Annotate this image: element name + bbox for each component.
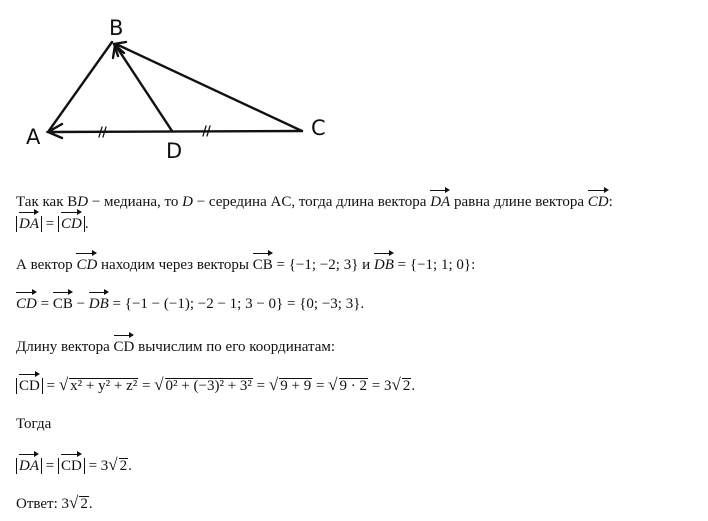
vector-da: DA [19, 210, 39, 231]
vector-cd: CD [19, 372, 40, 393]
vector-cd: CD [114, 333, 135, 354]
radical-sign: √ [268, 375, 279, 394]
radical-sign: √ [328, 375, 338, 394]
vector-cb: CB [53, 290, 73, 311]
vector-cd: CD [16, 290, 37, 311]
segment-ab [48, 42, 112, 132]
solution-line-1: Так как BD − медиана, то D − середина AC, тогда длина вектора DA равна длине вектора CD: [16, 188, 613, 213]
point-label-c: C [311, 116, 326, 140]
solution-line-4: CD = CB − DB = {−1 − (−1); −2 − 1; 3 − 0} = {0; −3; 3}. [16, 290, 364, 315]
vector-db: DB [89, 290, 109, 311]
vector-da: DA [430, 188, 450, 209]
vector-cd: CD [588, 188, 609, 209]
segment-ac [50, 131, 302, 132]
solution-line-5: Длину вектора CD вычислим по его координатам: [16, 333, 335, 358]
radical-sign: √ [69, 493, 79, 512]
radical-sign: √ [58, 375, 69, 394]
point-label-b: B [109, 16, 124, 40]
solution-line-3: А вектор CD находим через векторы CB = {−1; −2; 3} и DB = {−1; 1; 0}: [16, 251, 475, 276]
vector-db: DB [374, 251, 394, 272]
solution-line-8: DA = CD = 3√ 2. [16, 452, 132, 477]
solution-line-2: DA = CD . [16, 210, 89, 235]
answer-line: Ответ: 3√ 2. [16, 493, 93, 512]
point-label-d: D [166, 139, 183, 163]
vector-cd: CD [76, 251, 97, 272]
solution-line-6: CD = √ x² + y² + z² = √ 0² + (−3)² + 3² = √ 9 + 9 = √ 9 · 2 = 3√ 2. [16, 372, 415, 397]
vector-db [116, 46, 172, 131]
radical-sign: √ [391, 375, 401, 394]
solution-line-7: Тогда [16, 416, 52, 432]
radical-sign: √ [108, 455, 118, 474]
triangle-figure [0, 0, 708, 175]
vector-cd: CD [61, 210, 82, 231]
vector-da: DA [19, 452, 39, 473]
vector-cd: CD [61, 452, 82, 473]
point-label-a: A [26, 125, 41, 149]
radical-sign: √ [154, 375, 164, 394]
vector-cb: CB [253, 251, 273, 272]
